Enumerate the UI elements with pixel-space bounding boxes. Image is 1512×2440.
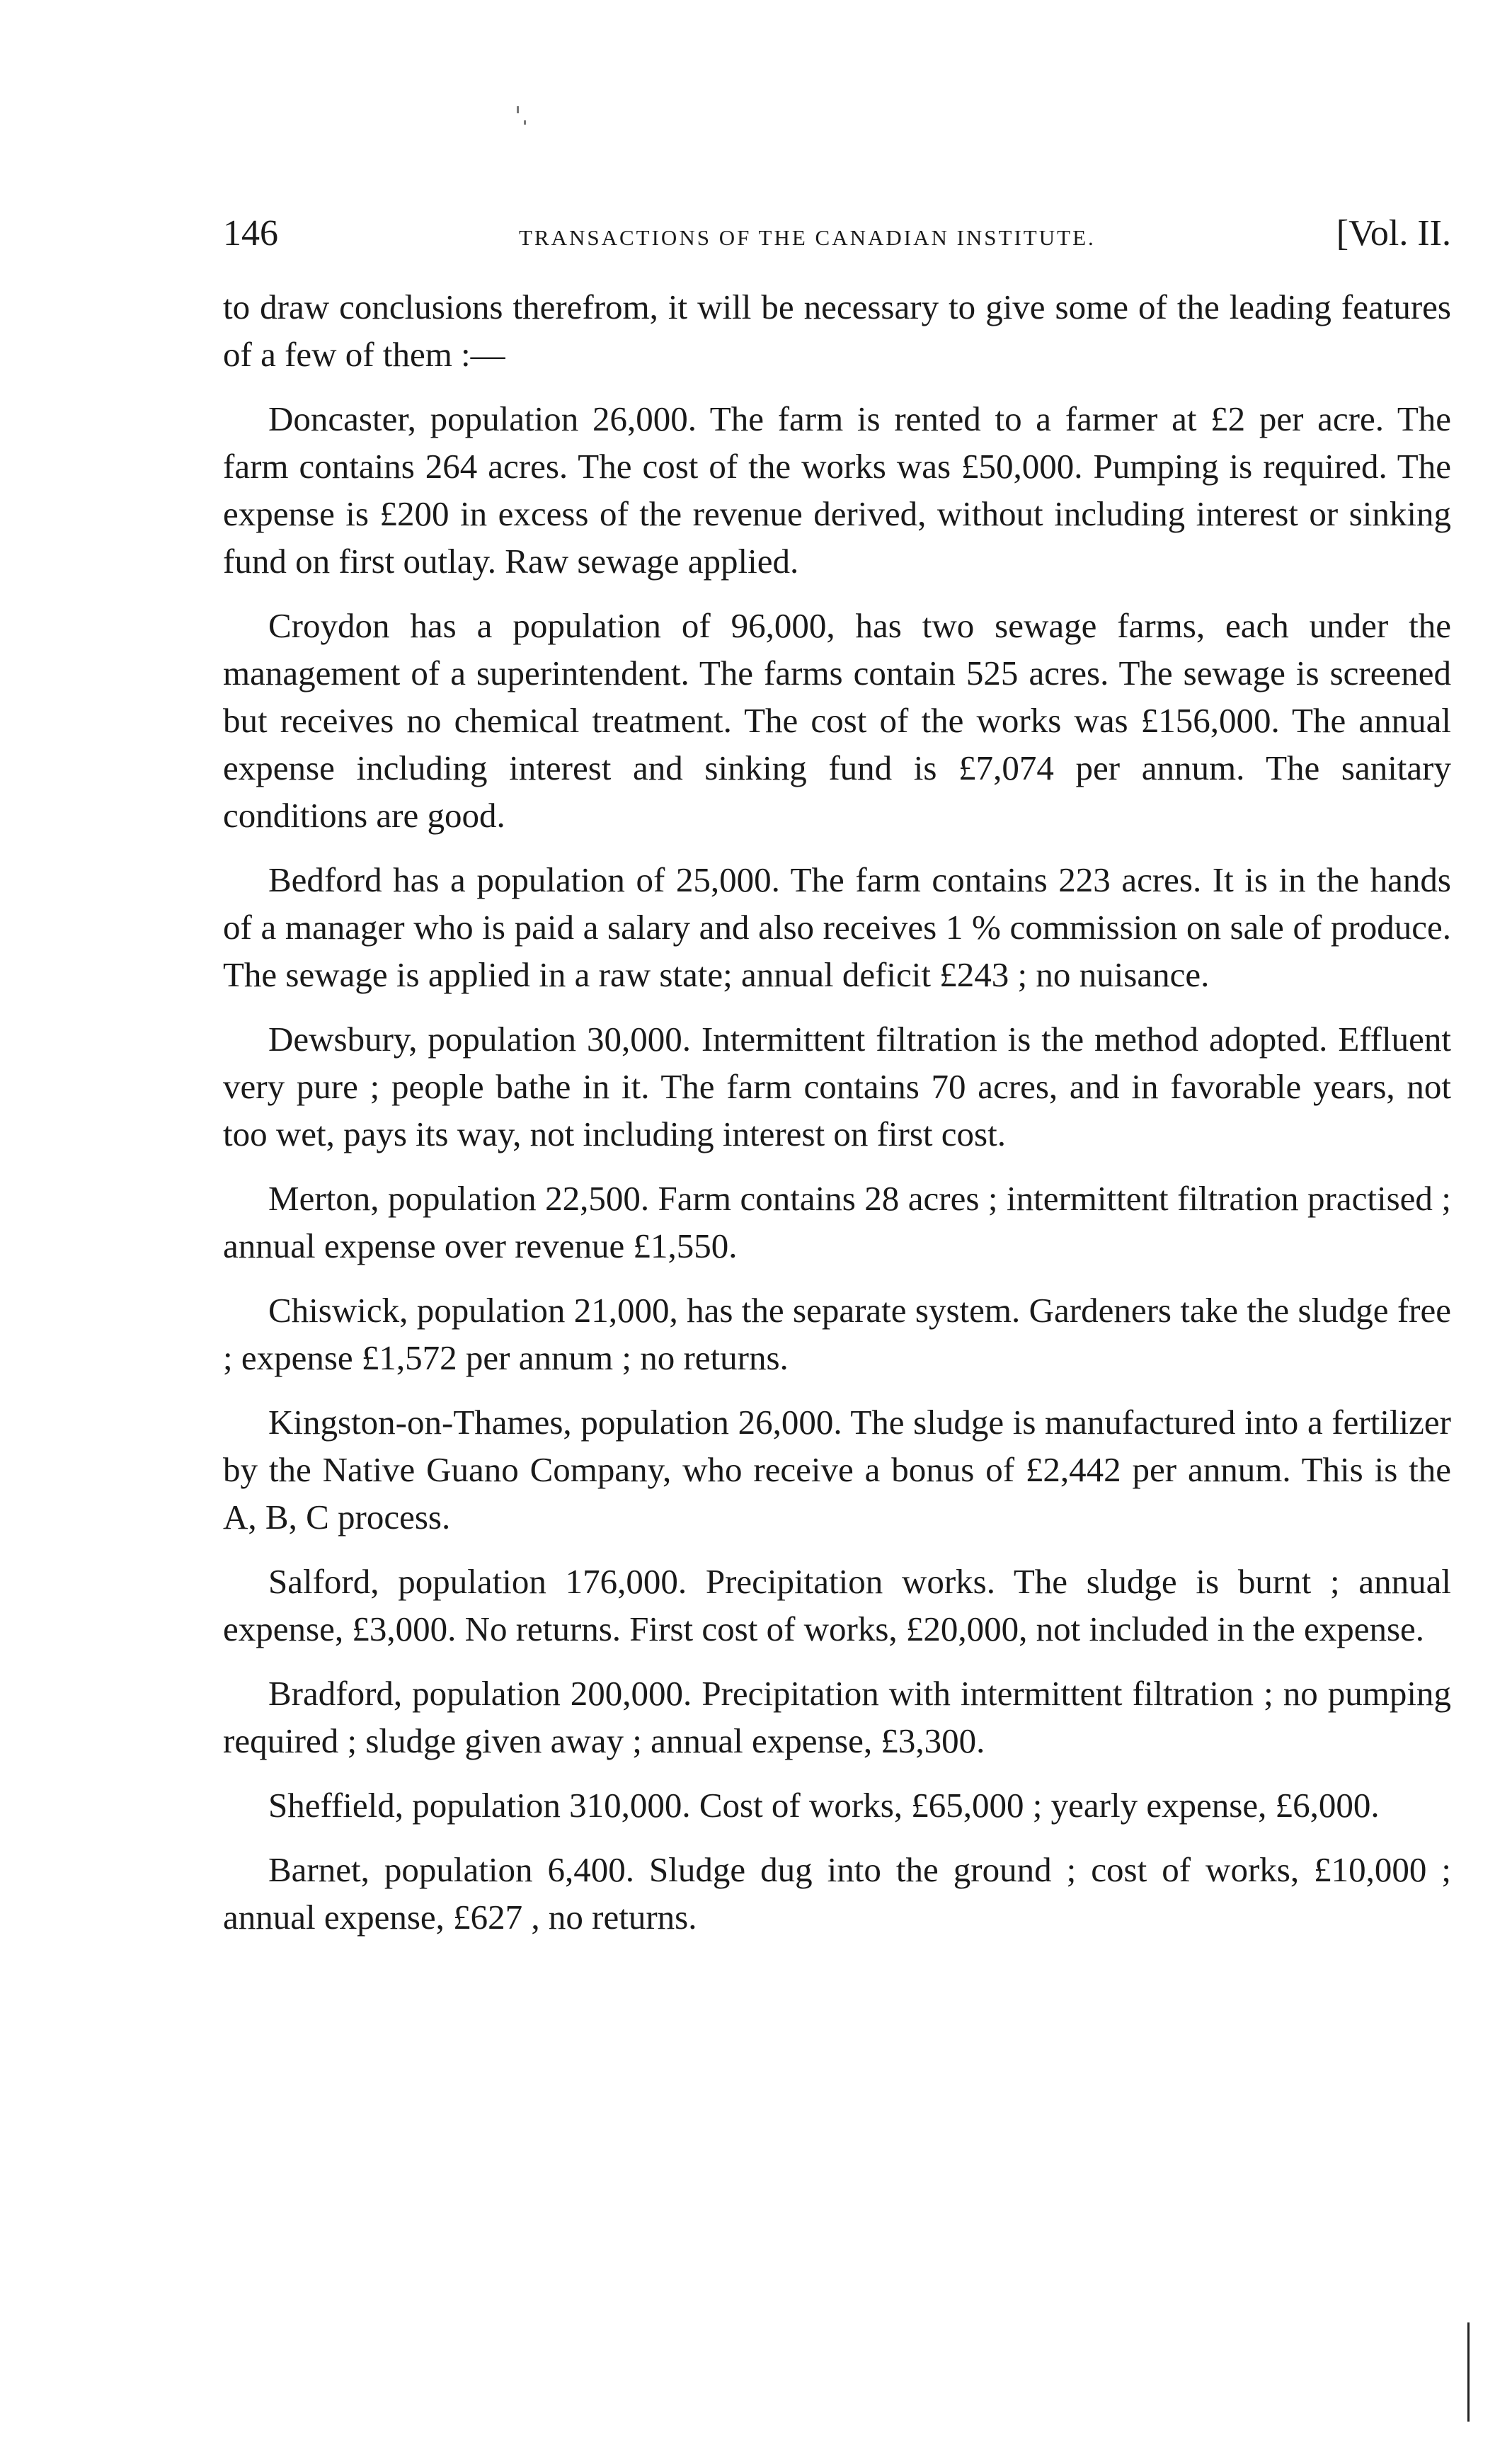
paragraph-dewsbury: Dewsbury, population 30,000. Intermittent filtration is the method adopted. Effluent very pure ; people bathe in it. The farm contains 70 acres, and in favorable years, not too wet, pays its way, not including interest on first cost.	[223, 1020, 1451, 1153]
body-text	[223, 283, 1451, 1941]
paragraph-kingston: Kingston-on-Thames, population 26,000. The sludge is manufactured into a fertilizer by the Native Guano Company, who receive a bonus of £2,442 per annum. This is the A, B, C process.	[223, 1403, 1451, 1537]
page-number: 146	[223, 213, 278, 253]
paragraph-croydon: Croydon has a population of 96,000, has two sewage farms, each under the management of a superintendent. The farms contain 525 acres. The sewage is screened but receives no chemical treatment. The cost of the works was £156,000. The annual expense including interest and sinking fund is £7,074 per annum. The sanitary conditions are good.	[223, 606, 1451, 835]
scan-speck	[517, 106, 519, 113]
paragraph-barnet: Barnet, population 6,400. Sludge dug into the ground ; cost of works, £10,000 ; annual expense, £627 , no returns.	[223, 1850, 1451, 1937]
paragraph-salford: Salford, population 176,000. Precipitation works. The sludge is burnt ; annual expense, £3,000. No returns. First cost of works, £20,000, not included in the expense.	[223, 1562, 1451, 1648]
paragraph-chiswick: Chiswick, population 21,000, has the separate system. Gardeners take the sludge free ; expense £1,572 per annum ; no returns.	[223, 1291, 1451, 1377]
running-title: TRANSACTIONS OF THE CANADIAN INSTITUTE.	[518, 225, 1096, 250]
paragraph-doncaster: Doncaster, population 26,000. The farm is rented to a farmer at £2 per acre. The farm contains 264 acres. The cost of the works was £50,000. Pumping is required. The expense is £200 in excess of the revenue derived, without including interest or sinking fund on first outlay. Raw sewage applied.	[223, 399, 1451, 581]
volume-label: [Vol. II.	[1336, 213, 1451, 253]
margin-rule	[1467, 2322, 1470, 2422]
paragraph-merton: Merton, population 22,500. Farm contains 28 acres ; intermittent filtration practised ; annual expense over revenue £1,550.	[223, 1179, 1451, 1265]
paragraph-sheffield: Sheffield, population 310,000. Cost of works, £65,000 ; yearly expense, £6,000.	[268, 1786, 1380, 1825]
document-page	[223, 205, 1451, 1958]
running-header	[223, 205, 1451, 262]
paragraph-bradford: Bradford, population 200,000. Precipitation with intermittent filtration ; no pumping required ; sludge given away ; annual expense, £3,300.	[223, 1674, 1451, 1760]
scan-speck	[524, 120, 526, 125]
paragraph-bedford: Bedford has a population of 25,000. The farm contains 223 acres. It is in the hands of a manager who is paid a salary and also receives 1 % commission on sale of produce. The sewage is applied in a raw state; annual deficit £243 ; no nuisance.	[223, 860, 1451, 994]
paragraph-intro: to draw conclusions therefrom, it will be necessary to give some of the leading features of a few of them :—	[223, 287, 1451, 374]
